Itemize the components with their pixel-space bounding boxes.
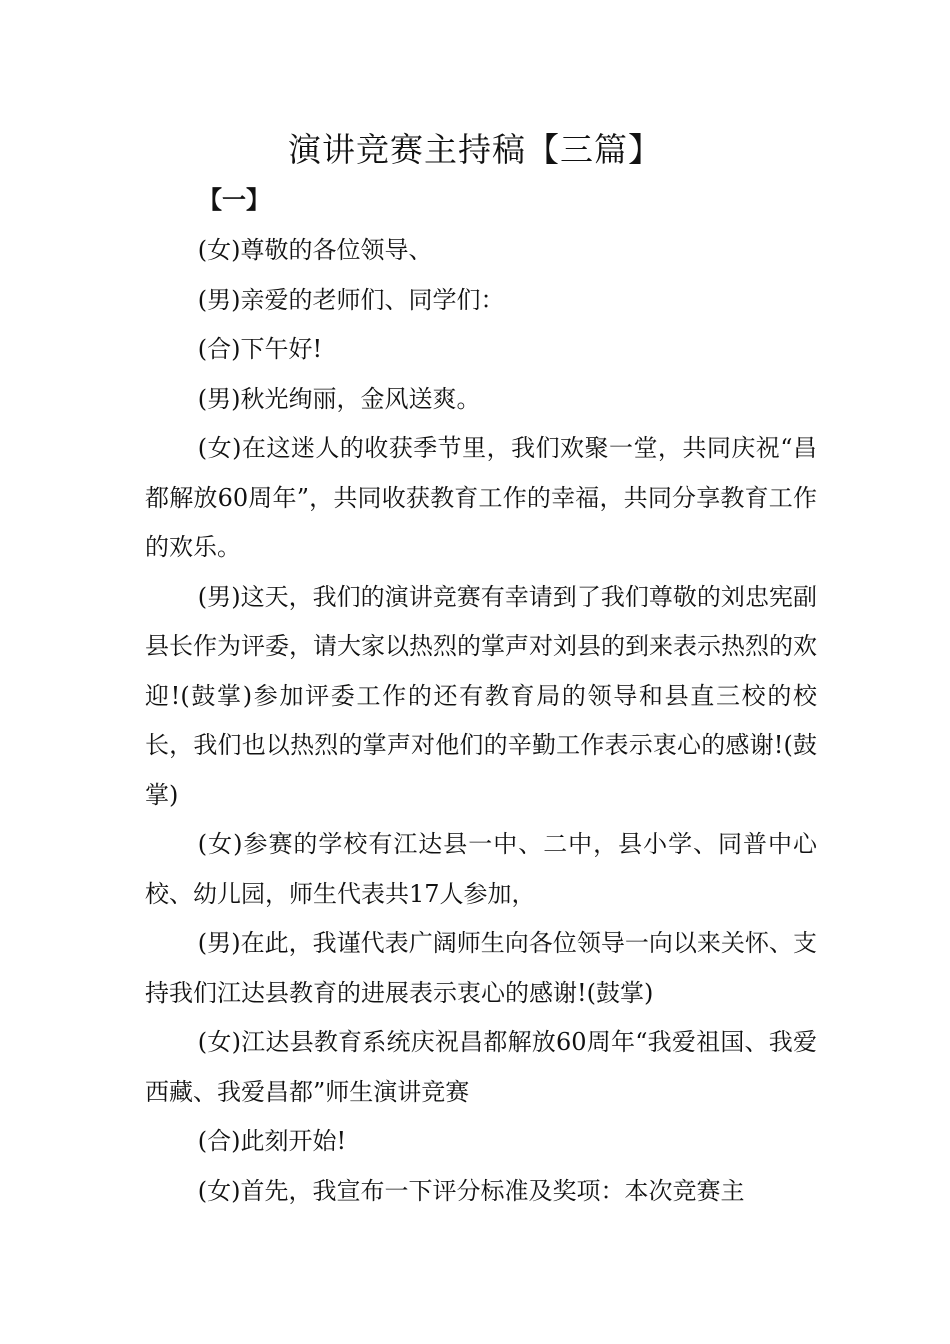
paragraph: (男)秋光绚丽，金风送爽。 (197, 384, 481, 413)
document-body (145, 226, 817, 1216)
section-label: 【一】 (198, 186, 270, 214)
paragraph: (合)此刻开始! (197, 1127, 347, 1155)
paragraph: (女)首先，我宣布一下评分标准及奖项：本次竞赛主 (197, 1176, 745, 1205)
paragraph: (男)在此，我谨代表广阔师生向各位领导一向以来关怀、支持我们江达县教育的进展表示衷心的感谢!(鼓掌) (145, 929, 817, 1007)
paragraph: (女)江达县教育系统庆祝昌都解放60周年“我爱祖国、我爱西藏、我爱昌都”师生演讲竞赛 (145, 1028, 817, 1106)
page-title: 演讲竞赛主持稿【三篇】 (288, 130, 662, 169)
paragraph: (女)尊敬的各位领导、 (197, 236, 433, 264)
paragraph: (女)在这迷人的收获季节里，我们欢聚一堂，共同庆祝“昌都解放60周年”，共同收获教育工作的幸福，共同分享教育工作的欢乐。 (145, 434, 817, 561)
paragraph: (女)参赛的学校有江达县一中、二中，县小学、同普中心校、幼儿园，师生代表共17人参加， (145, 830, 817, 908)
paragraph: (男)这天，我们的演讲竞赛有幸请到了我们尊敬的刘忠宪副县长作为评委，请大家以热烈的掌声对刘县的到来表示热烈的欢迎!(鼓掌)参加评委工作的还有教育局的领导和县直三校的校长，我们也以热烈的掌声对他们的辛勤工作表示衷心的感谢!(鼓掌) (145, 582, 817, 809)
paragraph: (合)下午好! (197, 335, 323, 363)
paragraph: (男)亲爱的老师们、同学们： (197, 285, 505, 314)
